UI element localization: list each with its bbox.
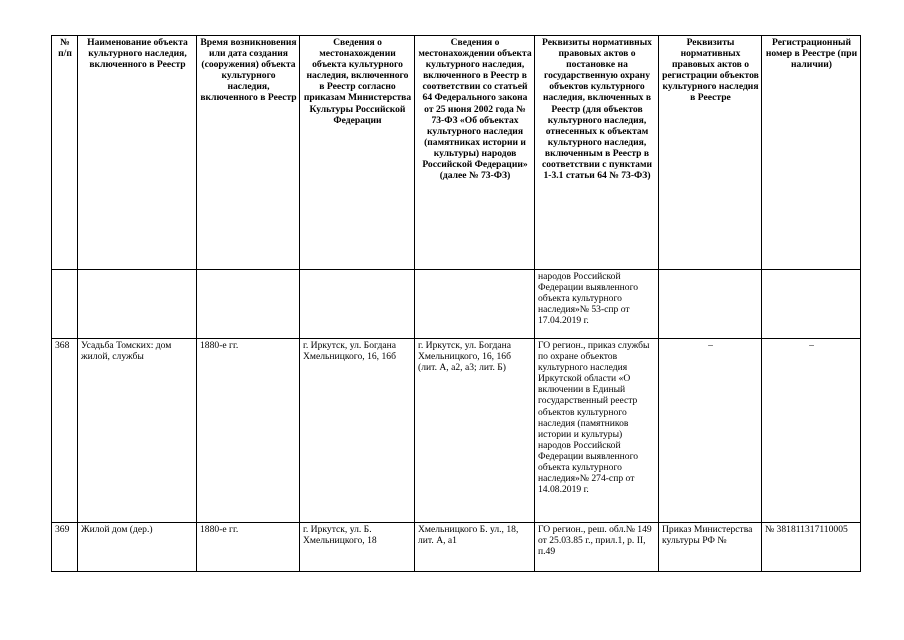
table-row xyxy=(52,339,861,523)
header-location-by-order: Сведения о местонахождении объекта культурного наследия, включенного в Реестр согласно приказам Министерства Культуры Российской Федерации xyxy=(300,36,415,270)
cell-empty xyxy=(762,270,861,339)
header-object-name: Наименование объекта культурного наследия, включенного в Реестр xyxy=(78,36,197,270)
cell-empty xyxy=(78,270,197,339)
cell-location-by-order: г. Иркутск, ул. Б. Хмельницкого, 18 xyxy=(300,523,415,572)
header-creation-date: Время возникновения или дата создания (сооружения) объекта культурного наследия, включенного в Реестр xyxy=(197,36,300,270)
header-location-by-law: Сведения о местонахождении объекта культурного наследия, включенного в Реестр в соответствии со статьей 64 Федерального закона от 25 июня 2002 года № 73-ФЗ «Об объектах культурного наследия (памятниках истории и культуры) народов Российской Федерации» (далее № 73-ФЗ) xyxy=(415,36,535,270)
cell-empty xyxy=(659,270,762,339)
header-protection-acts: Реквизиты нормативных правовых актов о постановке на государственную охрану объектов культурного наследия, включенных в Реестр (для объектов культурного наследия, отнесенных к объектам культурного наследия, включенным в Реестр в соответствии с пунктами 1-3.1 статьи 64 № 73-ФЗ) xyxy=(535,36,659,270)
cell-registration-number: № 381811317110005 xyxy=(762,523,861,572)
cell-number: 368 xyxy=(52,339,78,523)
cell-object-name: Жилой дом (дер.) xyxy=(78,523,197,572)
table-row-continuation xyxy=(52,270,861,339)
cell-registration-number: – xyxy=(762,339,861,523)
cell-protection-acts: народов Российской Федерации выявленного объекта культурного наследия»№ 53-спр от 17.04.2019 г. xyxy=(535,270,659,339)
cell-object-name: Усадьба Томских: дом жилой, службы xyxy=(78,339,197,523)
table-header-row xyxy=(52,36,861,270)
cell-protection-acts: ГО регион., приказ службы по охране объектов культурного наследия Иркутской области «О включении в Единый государственный реестр объектов культурного наследия (памятников истории и культуры) народов Российской Федерации выявленного объекта культурного наследия»№ 274-спр от 14.08.2019 г. xyxy=(535,339,659,523)
cell-location-by-law: Хмельницкого Б. ул., 18, лит. А, а1 xyxy=(415,523,535,572)
heritage-register-table xyxy=(51,35,861,572)
cell-creation-date: 1880-е гг. xyxy=(197,523,300,572)
table-row xyxy=(52,523,861,572)
cell-creation-date: 1880-е гг. xyxy=(197,339,300,523)
header-registration-number: Регистрационный номер в Реестре (при наличии) xyxy=(762,36,861,270)
cell-registration-acts: Приказ Министерства культуры РФ № xyxy=(659,523,762,572)
cell-empty xyxy=(415,270,535,339)
cell-location-by-order: г. Иркутск, ул. Богдана Хмельницкого, 16, 16б xyxy=(300,339,415,523)
cell-empty xyxy=(52,270,78,339)
cell-empty xyxy=(197,270,300,339)
cell-protection-acts: ГО регион., реш. обл.№ 149 от 25.03.85 г., прил.1, р. II, п.49 xyxy=(535,523,659,572)
cell-empty xyxy=(300,270,415,339)
cell-registration-acts: – xyxy=(659,339,762,523)
header-registration-acts: Реквизиты нормативных правовых актов о регистрации объектов культурного наследия в Реестре xyxy=(659,36,762,270)
cell-location-by-law: г. Иркутск, ул. Богдана Хмельницкого, 16, 16б (лит. А, а2, а3; лит. Б) xyxy=(415,339,535,523)
header-number: № п/п xyxy=(52,36,78,270)
cell-number: 369 xyxy=(52,523,78,572)
